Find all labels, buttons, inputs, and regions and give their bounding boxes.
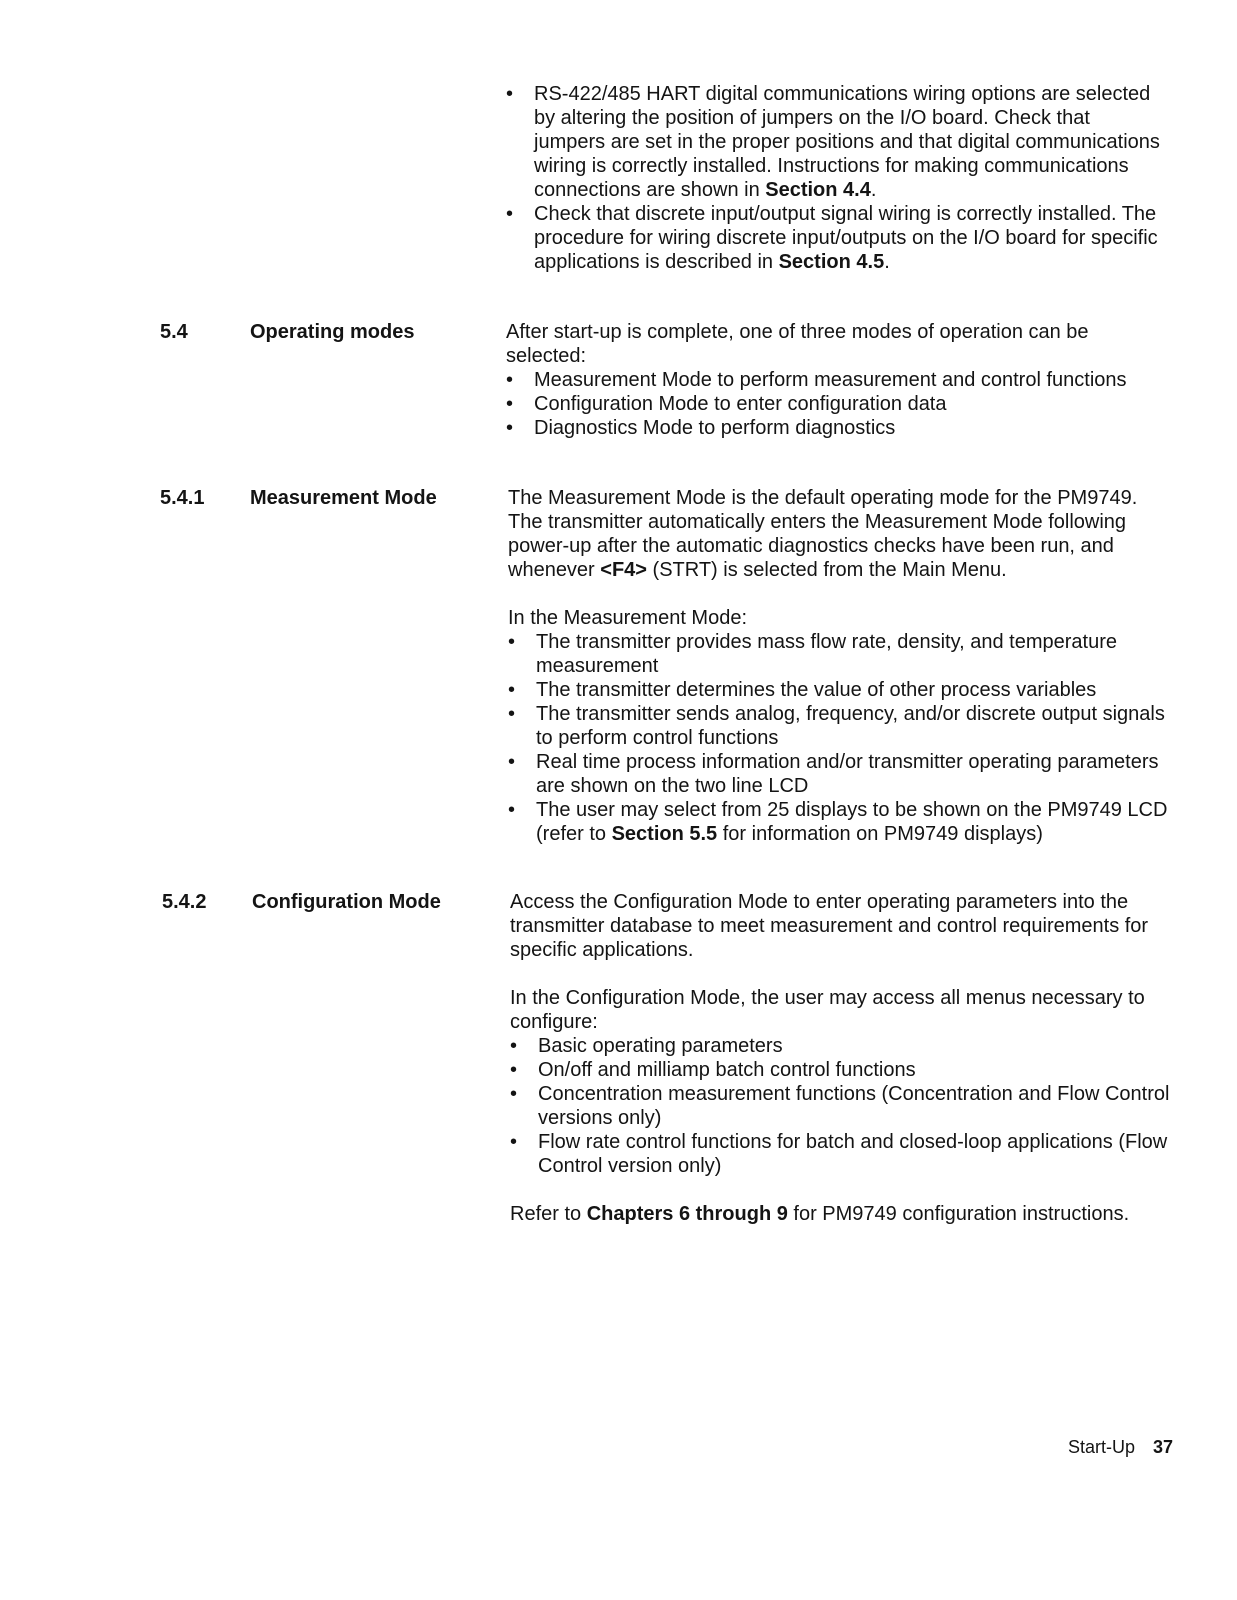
list-item: • Basic operating parameters xyxy=(510,1034,1175,1058)
section-reference: Section 4.4 xyxy=(765,179,871,201)
section-paragraph: Access the Configuration Mode to enter operating parameters into the transmitter database to meet measurement and control requirements for specific applications. xyxy=(510,891,1149,961)
section-body xyxy=(510,890,1175,1226)
bullet-text: RS-422/485 HART digital communications wiring options are selected by altering the position of jumpers on the I/O board. Check that jumpers are set in the proper positions and that digital communications wiring is correctly installed. Instructions for making communications connections are shown in xyxy=(534,83,1160,201)
list-item: • Diagnostics Mode to perform diagnostics xyxy=(506,416,1171,440)
section-body xyxy=(506,320,1171,440)
page-footer xyxy=(1068,1436,1173,1458)
section-number: 5.4 xyxy=(160,321,188,343)
list-item: • The transmitter determines the value of other process variables xyxy=(508,678,1173,702)
list-item: • On/off and milliamp batch control functions xyxy=(510,1058,1175,1082)
section-title: Configuration Mode xyxy=(252,891,441,913)
section-number: 5.4.2 xyxy=(162,891,207,913)
list-item: • Measurement Mode to perform measurement and control functions xyxy=(506,368,1171,392)
list-item xyxy=(508,798,1173,846)
section-title: Operating modes xyxy=(250,321,415,343)
bullet-text: The user may select from 25 displays to be shown on the PM9749 LCD (refer to xyxy=(536,799,1168,845)
footer-chapter-label: Start-Up xyxy=(1067,1437,1135,1457)
list-item: • Real time process information and/or transmitter operating parameters are shown on the two line LCD xyxy=(508,750,1173,798)
section-intro: In the Configuration Mode, the user may access all menus necessary to configure: xyxy=(510,987,1145,1033)
bullet-text-end: for information on PM9749 displays) xyxy=(717,823,1043,845)
intro-body xyxy=(506,82,1166,274)
section-title: Measurement Mode xyxy=(250,487,437,509)
section-reference: Section 4.5 xyxy=(778,251,885,273)
chapter-reference: Chapters 6 through 9 xyxy=(586,1203,788,1225)
intro-bullet-list xyxy=(506,82,1166,274)
refer-text: Refer to xyxy=(510,1203,587,1225)
section-paragraph xyxy=(508,486,1173,582)
refer-text-end: for PM9749 configuration instructions. xyxy=(787,1203,1130,1225)
paragraph-text: The Measurement Mode is the default operating mode for the PM9749. The transmitter automatically enters the Measurement Mode following power-up after the automatic diagnostics checks have been run, and whenever xyxy=(508,487,1138,581)
list-item: • The transmitter sends analog, frequency, and/or discrete output signals to perform control functions xyxy=(508,702,1173,750)
configuration-list xyxy=(510,1034,1175,1178)
key-reference: <F4> xyxy=(600,559,647,581)
section-reference: Section 5.5 xyxy=(611,823,718,845)
list-item xyxy=(506,82,1166,202)
list-item: • The transmitter provides mass flow rate, density, and temperature measurement xyxy=(508,630,1173,678)
bullet-text-end: . xyxy=(884,251,890,273)
page-number: 37 xyxy=(1152,1437,1173,1457)
section-body xyxy=(508,486,1173,846)
section-intro: After start-up is complete, one of three modes of operation can be selected: xyxy=(506,321,1089,367)
refer-paragraph xyxy=(510,1202,1175,1226)
list-item: • Concentration measurement functions (Concentration and Flow Control versions only) xyxy=(510,1082,1175,1130)
paragraph-text-end: (STRT) is selected from the Main Menu. xyxy=(646,559,1007,581)
bullet-text-end: . xyxy=(870,179,877,201)
measurement-list xyxy=(508,630,1173,846)
section-intro: In the Measurement Mode: xyxy=(508,607,748,629)
list-item: • Flow rate control functions for batch and closed-loop applications (Flow Control version only) xyxy=(510,1130,1175,1178)
bullet-text: Check that discrete input/output signal wiring is correctly installed. The procedure for wiring discrete input/outputs on the I/O board for specific applications is described in xyxy=(534,203,1158,273)
list-item: • Configuration Mode to enter configuration data xyxy=(506,392,1171,416)
modes-list xyxy=(506,368,1171,440)
section-number: 5.4.1 xyxy=(160,487,205,509)
list-item xyxy=(506,202,1166,274)
